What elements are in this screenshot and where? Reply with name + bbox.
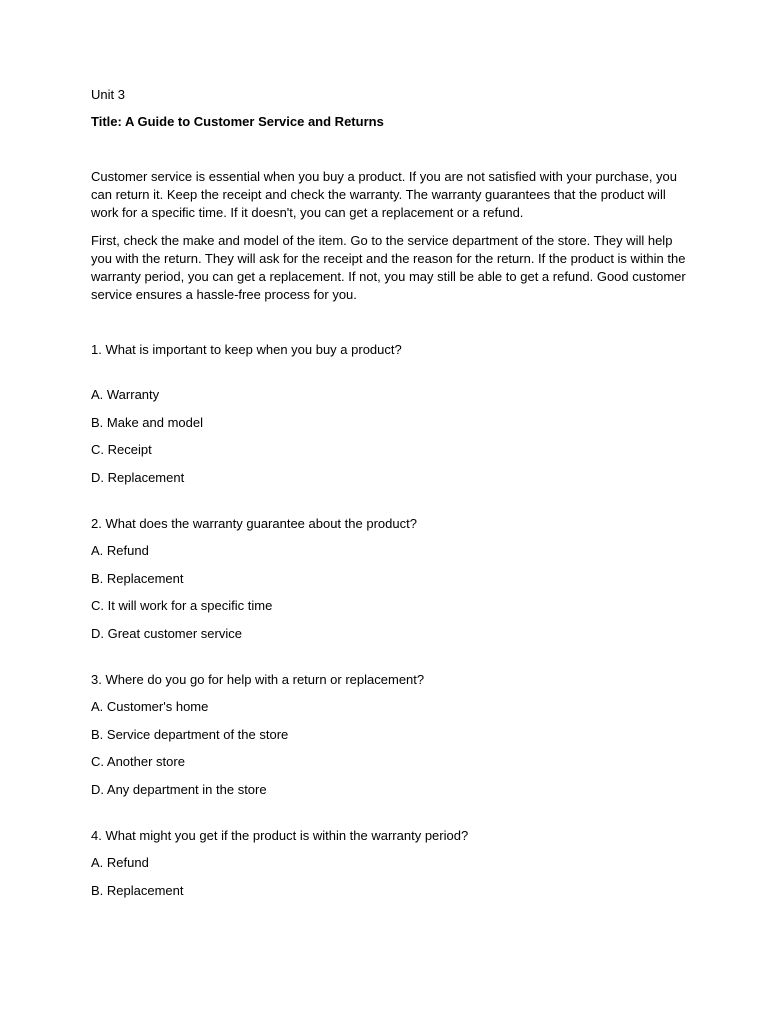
question-list [91, 341, 691, 900]
answer-option: C. Another store [91, 754, 185, 769]
answer-option: D. Great customer service [91, 625, 242, 641]
question-text: 1. What is important to keep when you buy a product? [91, 342, 402, 357]
document-title: Title: A Guide to Customer Service and Returns [91, 114, 384, 129]
question-text: 3. Where do you go for help with a return or replacement? [91, 671, 425, 687]
answer-option: A. Customer's home [91, 699, 209, 714]
answer-option: A. Refund [91, 543, 149, 558]
answer-option: A. Refund [91, 855, 149, 870]
question-text: 2. What does the warranty guarantee about the product? [91, 515, 417, 531]
question-text: 4. What might you get if the product is within the warranty period? [91, 827, 469, 843]
answer-options [91, 542, 691, 643]
answer-option: B. Make and model [91, 414, 204, 430]
answer-options [91, 698, 691, 799]
question-1 [91, 341, 691, 487]
question-3 [91, 671, 691, 799]
intro-paragraph: Customer service is essential when you buy a product. If you are not satisfied with your purchase, you can return it. Keep the receipt and check the warranty. The warranty guarantees that the product will work for a specific time. If it doesn't, you can get a replacement or a refund. [91, 169, 678, 220]
answer-options [91, 386, 691, 487]
answer-option: B. Replacement [91, 882, 184, 898]
answer-option: C. It will work for a specific time [91, 598, 273, 613]
question-2 [91, 515, 691, 643]
answer-option: D. Any department in the store [91, 781, 267, 797]
answer-option: C. Receipt [91, 442, 152, 457]
answer-option: B. Service department of the store [91, 726, 289, 742]
answer-option: D. Replacement [91, 469, 185, 485]
answer-option: A. Warranty [91, 387, 160, 402]
question-4 [91, 827, 691, 900]
document-page [91, 86, 691, 900]
answer-option: B. Replacement [91, 570, 184, 586]
answer-options [91, 854, 691, 900]
unit-label: Unit 3 [91, 87, 125, 102]
instructions-paragraph: First, check the make and model of the item. Go to the service department of the store. They will help you with the return. They will ask for the receipt and the reason for the return. If the product is within the warranty period, you can get a replacement. If not, you may still be able to get a refund. Good customer service ensures a hassle-free process for you. [91, 233, 686, 302]
